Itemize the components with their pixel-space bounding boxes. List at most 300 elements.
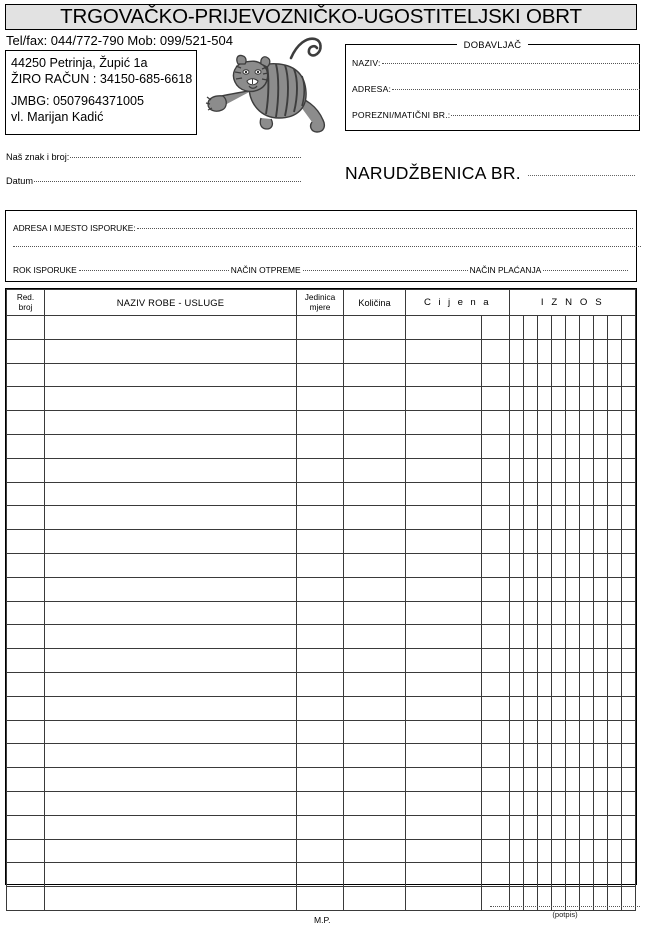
table-cell[interactable] — [622, 434, 636, 458]
table-cell[interactable] — [524, 696, 538, 720]
table-cell[interactable] — [45, 863, 297, 887]
table-cell[interactable] — [566, 411, 580, 435]
table-cell[interactable] — [622, 744, 636, 768]
table-cell[interactable] — [45, 411, 297, 435]
table-row[interactable] — [7, 458, 636, 482]
table-row[interactable] — [7, 696, 636, 720]
table-cell[interactable] — [297, 458, 344, 482]
table-cell[interactable] — [524, 839, 538, 863]
table-cell[interactable] — [538, 672, 552, 696]
table-cell[interactable] — [580, 696, 594, 720]
table-cell[interactable] — [297, 696, 344, 720]
table-cell[interactable] — [552, 839, 566, 863]
table-cell[interactable] — [594, 720, 608, 744]
table-cell[interactable] — [406, 530, 482, 554]
table-cell[interactable] — [566, 363, 580, 387]
table-cell[interactable] — [580, 649, 594, 673]
table-cell[interactable] — [622, 387, 636, 411]
table-cell[interactable] — [45, 577, 297, 601]
table-cell[interactable] — [45, 625, 297, 649]
table-cell[interactable] — [7, 696, 45, 720]
table-cell[interactable] — [7, 530, 45, 554]
table-cell[interactable] — [524, 387, 538, 411]
table-cell[interactable] — [622, 815, 636, 839]
table-cell[interactable] — [482, 530, 510, 554]
table-row[interactable] — [7, 530, 636, 554]
table-cell[interactable] — [552, 506, 566, 530]
table-cell[interactable] — [580, 506, 594, 530]
table-cell[interactable] — [566, 649, 580, 673]
table-cell[interactable] — [594, 791, 608, 815]
table-cell[interactable] — [608, 434, 622, 458]
table-row[interactable] — [7, 601, 636, 625]
table-cell[interactable] — [594, 530, 608, 554]
table-cell[interactable] — [7, 387, 45, 411]
table-cell[interactable] — [297, 411, 344, 435]
table-cell[interactable] — [552, 672, 566, 696]
table-cell[interactable] — [524, 863, 538, 887]
table-cell[interactable] — [580, 577, 594, 601]
table-cell[interactable] — [406, 815, 482, 839]
table-cell[interactable] — [622, 863, 636, 887]
table-cell[interactable] — [524, 434, 538, 458]
table-cell[interactable] — [622, 649, 636, 673]
table-cell[interactable] — [482, 506, 510, 530]
table-cell[interactable] — [524, 506, 538, 530]
table-cell[interactable] — [608, 839, 622, 863]
table-cell[interactable] — [552, 482, 566, 506]
table-cell[interactable] — [622, 791, 636, 815]
table-cell[interactable] — [566, 744, 580, 768]
table-cell[interactable] — [45, 696, 297, 720]
table-cell[interactable] — [594, 482, 608, 506]
table-cell[interactable] — [344, 649, 406, 673]
table-cell[interactable] — [608, 387, 622, 411]
table-cell[interactable] — [580, 768, 594, 792]
table-row[interactable] — [7, 839, 636, 863]
table-cell[interactable] — [297, 649, 344, 673]
table-cell[interactable] — [45, 482, 297, 506]
table-cell[interactable] — [524, 649, 538, 673]
table-cell[interactable] — [608, 553, 622, 577]
table-cell[interactable] — [297, 316, 344, 340]
table-cell[interactable] — [538, 601, 552, 625]
table-cell[interactable] — [580, 744, 594, 768]
table-cell[interactable] — [580, 601, 594, 625]
table-cell[interactable] — [297, 434, 344, 458]
table-cell[interactable] — [608, 720, 622, 744]
table-cell[interactable] — [45, 768, 297, 792]
table-cell[interactable] — [482, 625, 510, 649]
table-cell[interactable] — [566, 577, 580, 601]
table-cell[interactable] — [524, 316, 538, 340]
table-cell[interactable] — [344, 839, 406, 863]
supplier-name-field[interactable] — [352, 58, 640, 68]
table-cell[interactable] — [406, 744, 482, 768]
table-cell[interactable] — [406, 649, 482, 673]
table-cell[interactable] — [622, 411, 636, 435]
table-cell[interactable] — [608, 768, 622, 792]
table-cell[interactable] — [344, 434, 406, 458]
table-cell[interactable] — [482, 720, 510, 744]
table-cell[interactable] — [45, 339, 297, 363]
table-cell[interactable] — [594, 649, 608, 673]
table-row[interactable] — [7, 339, 636, 363]
table-cell[interactable] — [7, 744, 45, 768]
table-cell[interactable] — [538, 458, 552, 482]
table-row[interactable] — [7, 411, 636, 435]
table-cell[interactable] — [594, 839, 608, 863]
table-cell[interactable] — [482, 839, 510, 863]
table-cell[interactable] — [344, 339, 406, 363]
table-cell[interactable] — [580, 339, 594, 363]
table-cell[interactable] — [594, 411, 608, 435]
table-cell[interactable] — [580, 530, 594, 554]
table-row[interactable] — [7, 506, 636, 530]
table-row[interactable] — [7, 815, 636, 839]
table-cell[interactable] — [552, 411, 566, 435]
shipping-method-fill-line[interactable] — [303, 269, 468, 271]
table-cell[interactable] — [622, 458, 636, 482]
table-cell[interactable] — [594, 434, 608, 458]
table-cell[interactable] — [297, 744, 344, 768]
table-cell[interactable] — [344, 720, 406, 744]
table-cell[interactable] — [482, 553, 510, 577]
table-row[interactable] — [7, 363, 636, 387]
table-cell[interactable] — [482, 387, 510, 411]
table-row[interactable] — [7, 744, 636, 768]
table-cell[interactable] — [580, 863, 594, 887]
table-cell[interactable] — [510, 458, 524, 482]
table-cell[interactable] — [510, 649, 524, 673]
table-cell[interactable] — [510, 720, 524, 744]
table-cell[interactable] — [406, 482, 482, 506]
table-cell[interactable] — [7, 434, 45, 458]
table-cell[interactable] — [566, 625, 580, 649]
table-cell[interactable] — [406, 863, 482, 887]
table-cell[interactable] — [344, 506, 406, 530]
table-cell[interactable] — [510, 339, 524, 363]
table-cell[interactable] — [297, 339, 344, 363]
table-cell[interactable] — [594, 506, 608, 530]
table-cell[interactable] — [45, 744, 297, 768]
table-cell[interactable] — [344, 577, 406, 601]
table-cell[interactable] — [510, 530, 524, 554]
table-cell[interactable] — [594, 387, 608, 411]
table-cell[interactable] — [297, 720, 344, 744]
table-cell[interactable] — [297, 506, 344, 530]
table-cell[interactable] — [510, 363, 524, 387]
table-cell[interactable] — [7, 316, 45, 340]
table-cell[interactable] — [608, 530, 622, 554]
table-cell[interactable] — [608, 672, 622, 696]
table-cell[interactable] — [297, 577, 344, 601]
table-cell[interactable] — [566, 815, 580, 839]
table-cell[interactable] — [552, 863, 566, 887]
table-cell[interactable] — [566, 434, 580, 458]
table-cell[interactable] — [524, 458, 538, 482]
table-cell[interactable] — [406, 458, 482, 482]
table-cell[interactable] — [552, 530, 566, 554]
table-cell[interactable] — [622, 316, 636, 340]
delivery-address-field[interactable] — [13, 223, 633, 233]
table-cell[interactable] — [566, 768, 580, 792]
table-cell[interactable] — [594, 458, 608, 482]
table-cell[interactable] — [538, 506, 552, 530]
table-cell[interactable] — [406, 411, 482, 435]
table-cell[interactable] — [622, 482, 636, 506]
table-cell[interactable] — [608, 411, 622, 435]
table-cell[interactable] — [552, 815, 566, 839]
table-cell[interactable] — [524, 339, 538, 363]
table-cell[interactable] — [45, 649, 297, 673]
table-cell[interactable] — [524, 672, 538, 696]
table-cell[interactable] — [608, 482, 622, 506]
table-cell[interactable] — [482, 577, 510, 601]
table-cell[interactable] — [580, 791, 594, 815]
supplier-taxid-field[interactable] — [352, 110, 640, 120]
table-cell[interactable] — [45, 839, 297, 863]
table-cell[interactable] — [580, 363, 594, 387]
table-cell[interactable] — [510, 601, 524, 625]
table-cell[interactable] — [538, 625, 552, 649]
table-cell[interactable] — [297, 363, 344, 387]
table-cell[interactable] — [344, 863, 406, 887]
table-cell[interactable] — [622, 577, 636, 601]
table-cell[interactable] — [510, 553, 524, 577]
table-cell[interactable] — [45, 434, 297, 458]
table-cell[interactable] — [482, 768, 510, 792]
table-cell[interactable] — [344, 482, 406, 506]
table-row[interactable] — [7, 625, 636, 649]
table-cell[interactable] — [608, 649, 622, 673]
table-cell[interactable] — [524, 815, 538, 839]
table-cell[interactable] — [7, 768, 45, 792]
table-cell[interactable] — [482, 339, 510, 363]
table-cell[interactable] — [538, 744, 552, 768]
table-cell[interactable] — [7, 887, 45, 911]
table-cell[interactable] — [622, 363, 636, 387]
table-cell[interactable] — [7, 863, 45, 887]
date-field[interactable] — [6, 176, 301, 186]
delivery-deadline-fill-line[interactable] — [79, 269, 229, 271]
table-cell[interactable] — [482, 458, 510, 482]
table-row[interactable] — [7, 387, 636, 411]
table-cell[interactable] — [482, 863, 510, 887]
table-cell[interactable] — [45, 458, 297, 482]
table-cell[interactable] — [622, 601, 636, 625]
table-cell[interactable] — [566, 720, 580, 744]
table-cell[interactable] — [7, 339, 45, 363]
table-cell[interactable] — [297, 863, 344, 887]
table-cell[interactable] — [622, 625, 636, 649]
table-cell[interactable] — [594, 601, 608, 625]
table-cell[interactable] — [297, 887, 344, 911]
table-cell[interactable] — [524, 768, 538, 792]
table-cell[interactable] — [406, 672, 482, 696]
table-cell[interactable] — [297, 530, 344, 554]
table-cell[interactable] — [552, 577, 566, 601]
table-cell[interactable] — [580, 411, 594, 435]
table-cell[interactable] — [45, 815, 297, 839]
table-cell[interactable] — [406, 316, 482, 340]
table-cell[interactable] — [524, 625, 538, 649]
table-cell[interactable] — [482, 696, 510, 720]
table-cell[interactable] — [552, 696, 566, 720]
table-cell[interactable] — [510, 434, 524, 458]
table-cell[interactable] — [406, 625, 482, 649]
table-cell[interactable] — [482, 815, 510, 839]
table-cell[interactable] — [552, 316, 566, 340]
table-cell[interactable] — [344, 744, 406, 768]
table-cell[interactable] — [538, 577, 552, 601]
table-cell[interactable] — [406, 339, 482, 363]
table-cell[interactable] — [594, 672, 608, 696]
table-cell[interactable] — [45, 791, 297, 815]
table-cell[interactable] — [45, 887, 297, 911]
table-cell[interactable] — [608, 577, 622, 601]
table-cell[interactable] — [344, 316, 406, 340]
table-cell[interactable] — [7, 577, 45, 601]
table-cell[interactable] — [297, 839, 344, 863]
table-cell[interactable] — [510, 672, 524, 696]
table-cell[interactable] — [622, 696, 636, 720]
table-cell[interactable] — [344, 672, 406, 696]
table-cell[interactable] — [566, 316, 580, 340]
table-cell[interactable] — [538, 839, 552, 863]
table-cell[interactable] — [566, 672, 580, 696]
table-cell[interactable] — [594, 363, 608, 387]
table-cell[interactable] — [297, 553, 344, 577]
table-cell[interactable] — [538, 411, 552, 435]
table-cell[interactable] — [524, 411, 538, 435]
table-cell[interactable] — [7, 625, 45, 649]
table-cell[interactable] — [608, 791, 622, 815]
table-cell[interactable] — [406, 363, 482, 387]
table-cell[interactable] — [608, 363, 622, 387]
table-cell[interactable] — [538, 649, 552, 673]
table-cell[interactable] — [594, 744, 608, 768]
table-cell[interactable] — [552, 434, 566, 458]
table-row[interactable] — [7, 649, 636, 673]
table-cell[interactable] — [45, 363, 297, 387]
table-row[interactable] — [7, 672, 636, 696]
table-cell[interactable] — [482, 649, 510, 673]
table-cell[interactable] — [580, 482, 594, 506]
table-cell[interactable] — [594, 316, 608, 340]
table-cell[interactable] — [566, 863, 580, 887]
table-cell[interactable] — [7, 672, 45, 696]
table-cell[interactable] — [552, 339, 566, 363]
table-cell[interactable] — [7, 411, 45, 435]
table-cell[interactable] — [344, 530, 406, 554]
table-cell[interactable] — [552, 553, 566, 577]
table-cell[interactable] — [538, 553, 552, 577]
table-cell[interactable] — [538, 791, 552, 815]
signature-fill-line[interactable] — [490, 905, 640, 907]
table-cell[interactable] — [7, 482, 45, 506]
table-row[interactable] — [7, 434, 636, 458]
table-cell[interactable] — [7, 458, 45, 482]
table-cell[interactable] — [524, 553, 538, 577]
table-cell[interactable] — [552, 720, 566, 744]
table-cell[interactable] — [406, 506, 482, 530]
table-cell[interactable] — [524, 482, 538, 506]
table-cell[interactable] — [482, 791, 510, 815]
table-cell[interactable] — [45, 672, 297, 696]
table-cell[interactable] — [608, 863, 622, 887]
table-cell[interactable] — [538, 434, 552, 458]
table-cell[interactable] — [344, 768, 406, 792]
table-cell[interactable] — [344, 625, 406, 649]
table-cell[interactable] — [482, 744, 510, 768]
table-cell[interactable] — [594, 553, 608, 577]
table-cell[interactable] — [580, 458, 594, 482]
table-row[interactable] — [7, 316, 636, 340]
table-cell[interactable] — [406, 791, 482, 815]
table-cell[interactable] — [580, 672, 594, 696]
table-cell[interactable] — [538, 863, 552, 887]
table-row[interactable] — [7, 482, 636, 506]
table-cell[interactable] — [552, 458, 566, 482]
table-cell[interactable] — [510, 482, 524, 506]
table-cell[interactable] — [622, 339, 636, 363]
table-cell[interactable] — [566, 601, 580, 625]
table-cell[interactable] — [524, 363, 538, 387]
table-cell[interactable] — [510, 815, 524, 839]
table-cell[interactable] — [344, 696, 406, 720]
table-row[interactable] — [7, 768, 636, 792]
table-cell[interactable] — [566, 791, 580, 815]
table-cell[interactable] — [344, 553, 406, 577]
table-cell[interactable] — [510, 839, 524, 863]
table-row[interactable] — [7, 720, 636, 744]
table-cell[interactable] — [7, 649, 45, 673]
table-cell[interactable] — [552, 601, 566, 625]
table-cell[interactable] — [406, 553, 482, 577]
table-cell[interactable] — [45, 720, 297, 744]
table-cell[interactable] — [406, 601, 482, 625]
table-cell[interactable] — [538, 720, 552, 744]
table-cell[interactable] — [538, 316, 552, 340]
table-cell[interactable] — [608, 506, 622, 530]
order-number-field[interactable] — [345, 163, 635, 184]
table-cell[interactable] — [622, 506, 636, 530]
table-cell[interactable] — [580, 720, 594, 744]
table-cell[interactable] — [524, 601, 538, 625]
table-cell[interactable] — [594, 815, 608, 839]
table-cell[interactable] — [406, 387, 482, 411]
table-cell[interactable] — [552, 387, 566, 411]
table-cell[interactable] — [297, 672, 344, 696]
table-cell[interactable] — [580, 625, 594, 649]
table-cell[interactable] — [566, 387, 580, 411]
table-row[interactable] — [7, 863, 636, 887]
table-cell[interactable] — [580, 839, 594, 863]
table-cell[interactable] — [552, 744, 566, 768]
table-cell[interactable] — [594, 696, 608, 720]
table-cell[interactable] — [566, 482, 580, 506]
table-cell[interactable] — [594, 863, 608, 887]
table-cell[interactable] — [580, 553, 594, 577]
table-cell[interactable] — [482, 672, 510, 696]
table-cell[interactable] — [297, 482, 344, 506]
table-cell[interactable] — [344, 411, 406, 435]
table-cell[interactable] — [344, 887, 406, 911]
table-cell[interactable] — [7, 506, 45, 530]
table-cell[interactable] — [7, 363, 45, 387]
table-cell[interactable] — [538, 768, 552, 792]
